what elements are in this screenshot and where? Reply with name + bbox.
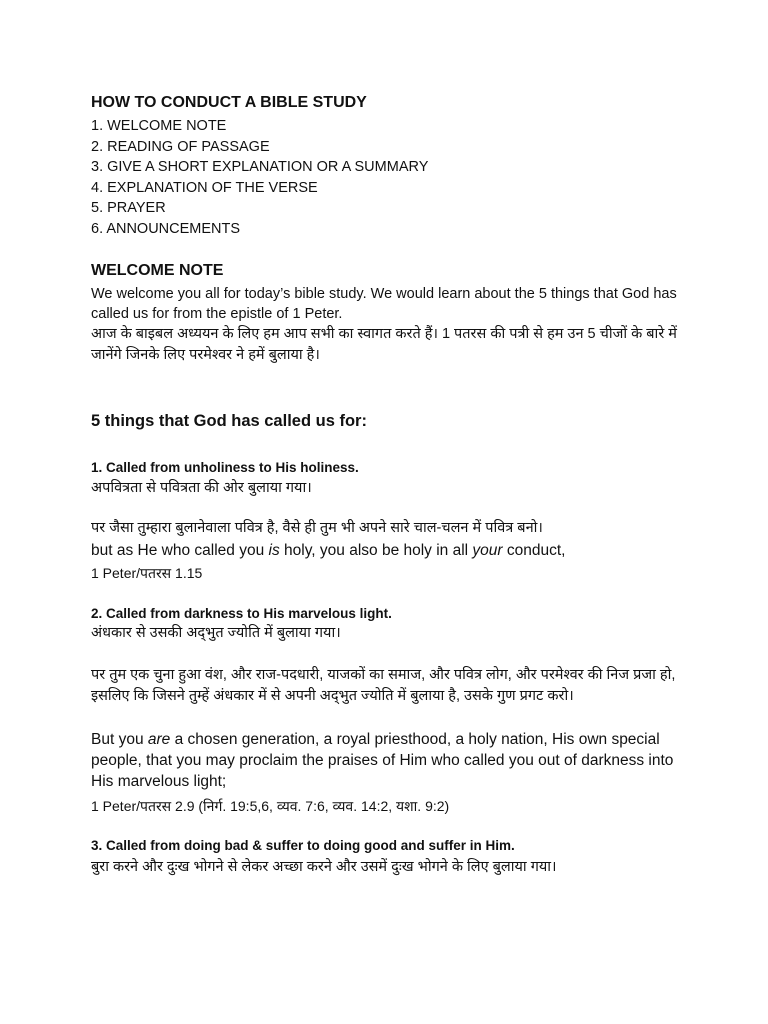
welcome-heading: WELCOME NOTE — [91, 262, 224, 279]
verse-text: conduct, — [502, 542, 566, 559]
outline-list — [91, 116, 681, 239]
point-1-title-hindi: अपवित्रता से पवित्रता की ओर बुलाया गया। — [91, 480, 312, 496]
welcome-text-english: We welcome you all for today’s bible study. We would learn about the 5 things that God has called us for from the epistle of 1 Peter. — [91, 286, 677, 322]
outline-item: 3. GIVE A SHORT EXPLANATION OR A SUMMARY — [91, 159, 429, 175]
outline-item: 5. PRAYER — [91, 200, 166, 216]
point-1-verse-hindi: पर जैसा तुम्हारा बुलानेवाला पवित्र है, वैसे ही तुम भी अपने सारे चाल-चलन में पवित्र बनो। — [91, 520, 543, 536]
things-heading: 5 things that God has called us for: — [91, 412, 367, 430]
point-1-title: 1. Called from unholiness to His holiness. — [91, 460, 359, 475]
verse-italic-text: is — [268, 542, 280, 559]
document-title: HOW TO CONDUCT A BIBLE STUDY — [91, 94, 367, 111]
point-2-reference: 1 Peter/पतरस 2.9 (निर्ग. 19:5,6, व्यव. 7:6, व्यव. 14:2, यशा. 9:2) — [91, 798, 450, 814]
point-3-title-hindi: बुरा करने और दुःख भोगने से लेकर अच्छा करने और उसमें दुःख भोगने के लिए बुलाया गया। — [91, 859, 557, 875]
point-3-title: 3. Called from doing bad & suffer to doing good and suffer in Him. — [91, 838, 515, 853]
verse-text: But you — [91, 731, 148, 748]
outline-item: 2. READING OF PASSAGE — [91, 138, 270, 155]
point-1-reference: 1 Peter/पतरस 1.15 — [91, 565, 203, 581]
welcome-text-hindi: आज के बाइबल अध्ययन के लिए हम आप सभी का स्वागत करते हैं। 1 पतरस की पत्री से हम उन 5 चीजों के बारे में जानेंगे जिनके लिए परमेश्वर ने हमें बुलाया है। — [91, 326, 677, 363]
verse-text: but as He who called you — [91, 542, 269, 559]
outline-item: 1. WELCOME NOTE — [91, 118, 227, 134]
point-2-title: 2. Called from darkness to His marvelous light. — [91, 606, 392, 621]
outline-item: 4. EXPLANATION OF THE VERSE — [91, 179, 318, 196]
outline-item: 6. ANNOUNCEMENTS — [91, 220, 241, 237]
verse-italic-text: are — [147, 731, 171, 748]
verse-text: a chosen generation, a royal priesthood, a holy nation, His own special people, that you may proclaim the praises of Him who called you out of darkness into His marvelous light; — [91, 731, 674, 790]
verse-italic-text: your — [472, 542, 503, 559]
point-2-verse-hindi: पर तुम एक चुना हुआ वंश, और राज-पदधारी, याजकों का समाज, और पवित्र लोग, और परमेश्वर की निज प्रजा हो, इसलिए कि जिसने तुम्हें अंधकार में से अपनी अद्‌भुत ज्योति में बुलाया है, उसके गुण प्रगट करो। — [91, 667, 676, 704]
point-2-verse-english — [91, 729, 681, 792]
verse-text: holy, you also be holy in all — [279, 542, 473, 559]
point-2-title-hindi: अंधकार से उसकी अद्‌भुत ज्योति में बुलाया गया। — [91, 625, 341, 641]
point-1-verse-english — [91, 540, 681, 561]
